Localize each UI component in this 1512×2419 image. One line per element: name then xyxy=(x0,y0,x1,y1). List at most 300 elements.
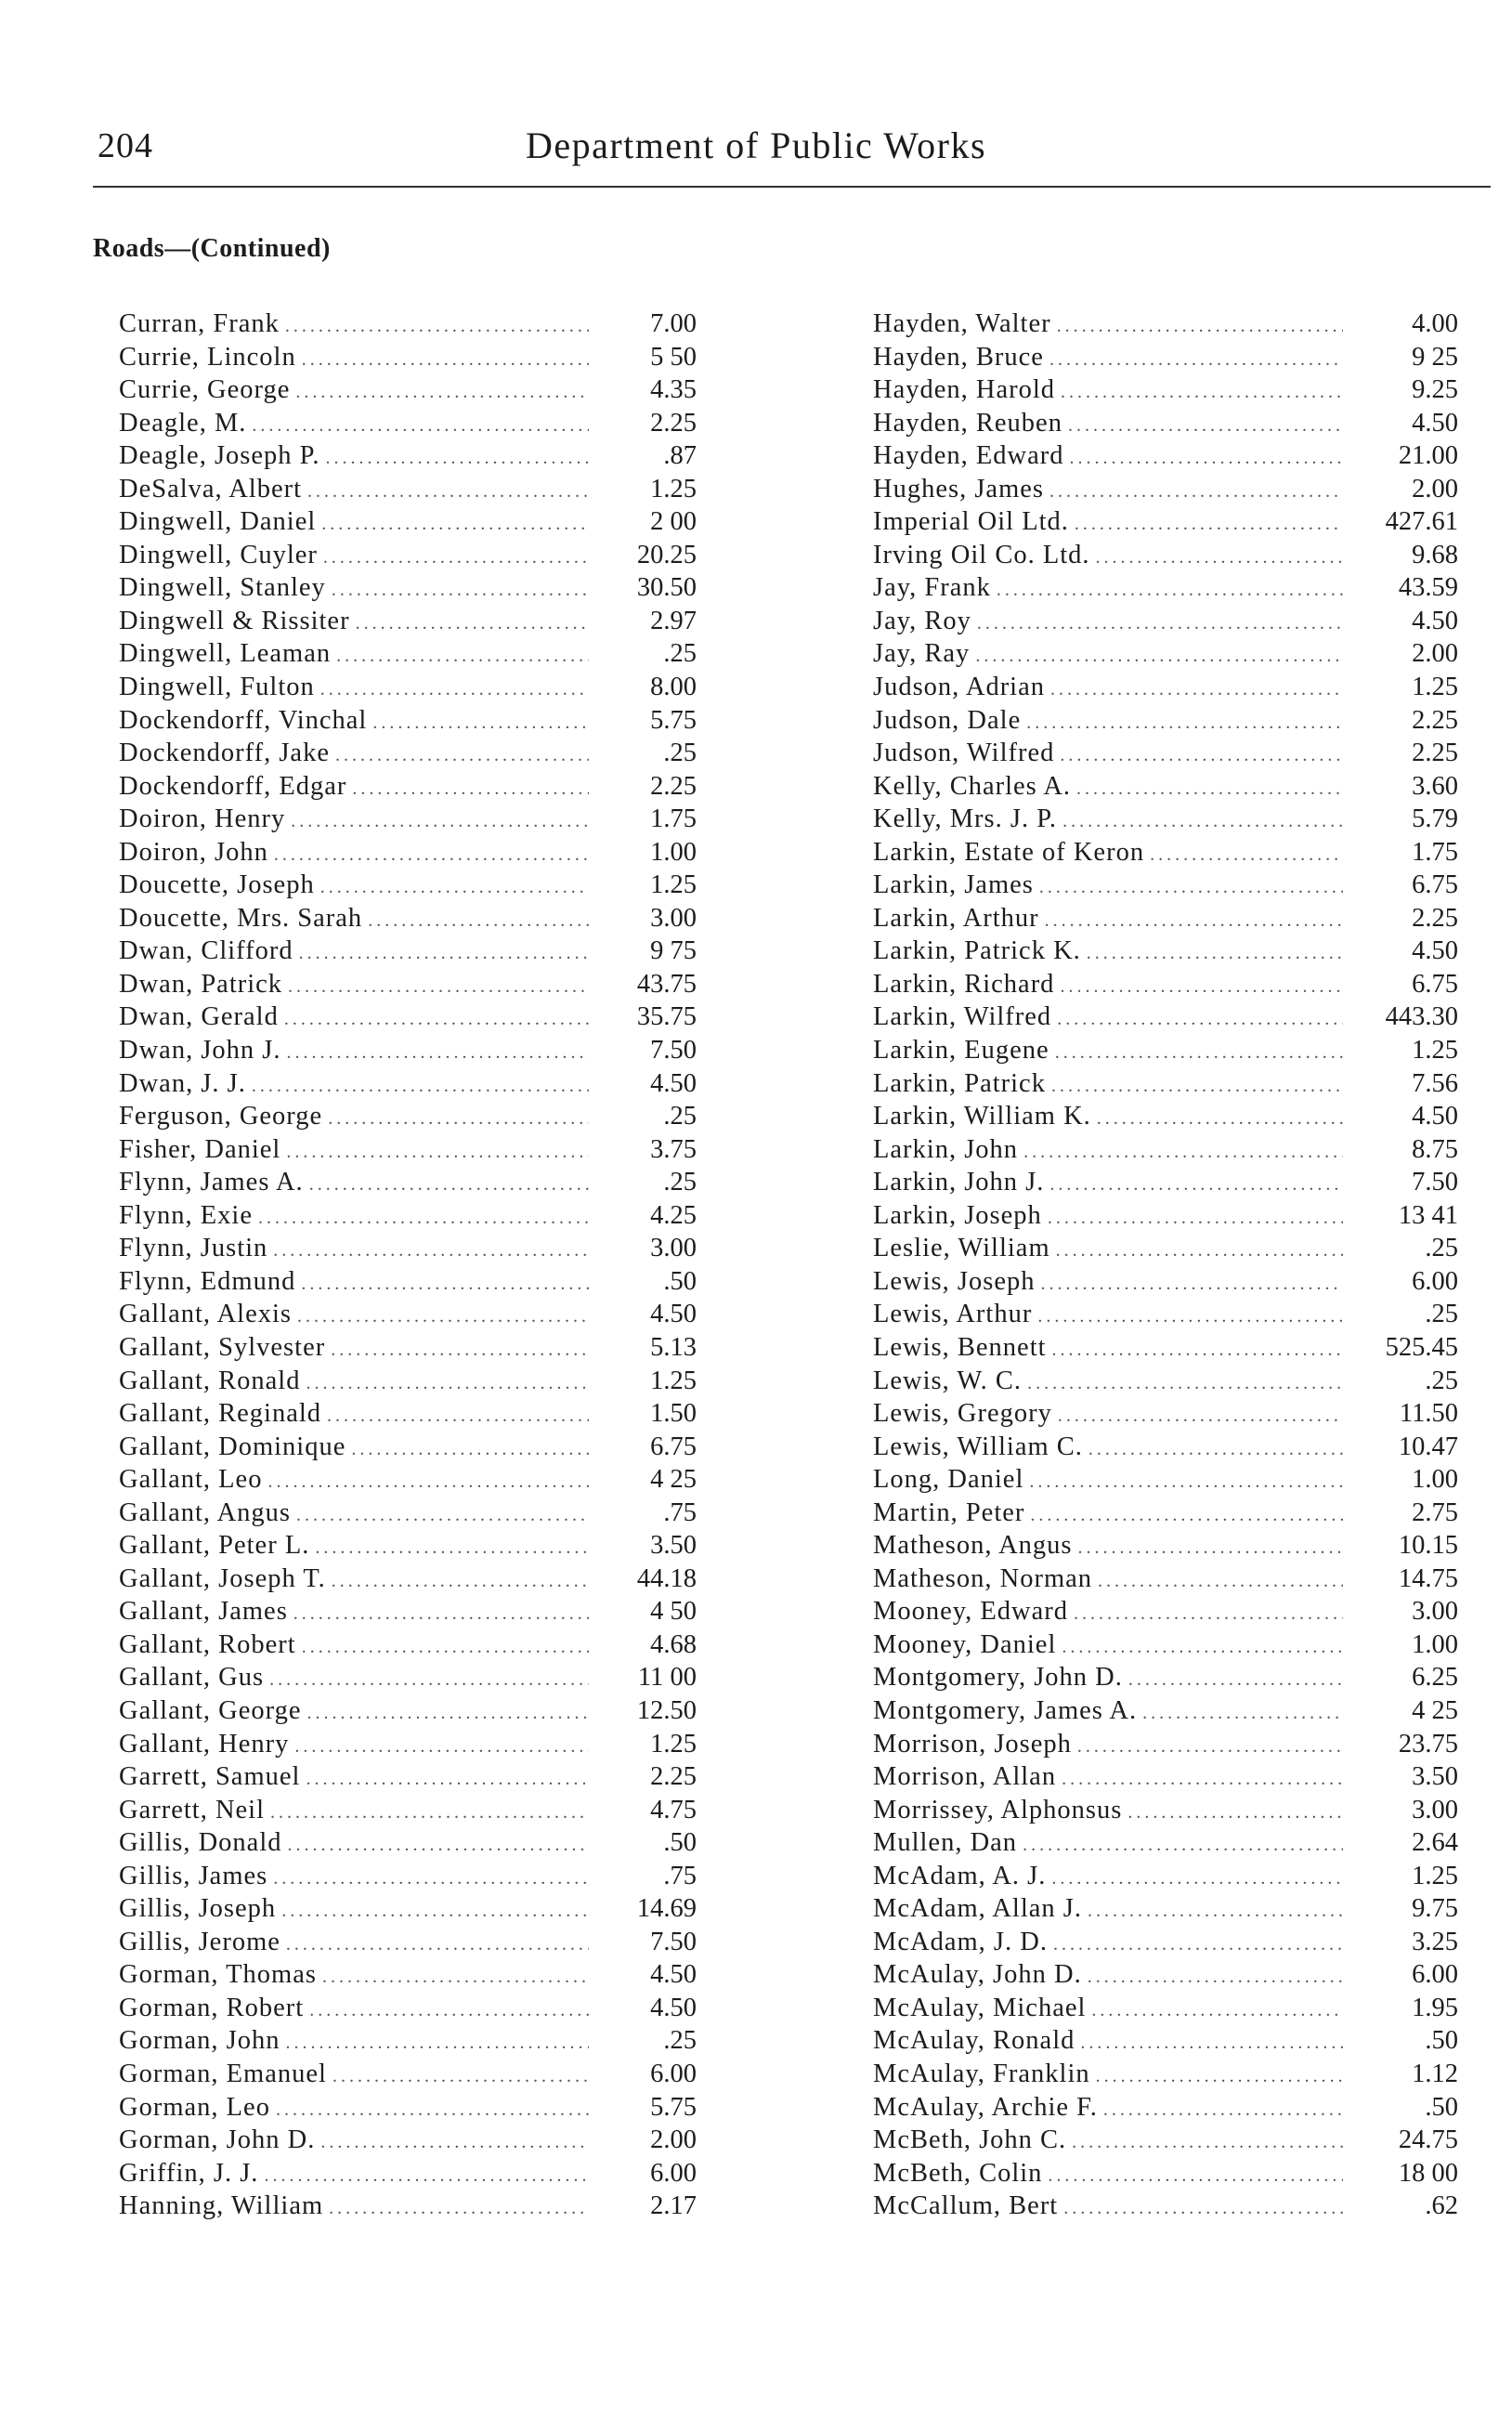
dot-leader xyxy=(1045,910,1343,932)
list-item xyxy=(119,1597,697,1630)
dot-leader xyxy=(327,1406,589,1427)
payee-name: Dingwell & Rissiter xyxy=(119,606,350,635)
payment-amount: 1.25 xyxy=(1412,1036,1458,1066)
list-item xyxy=(119,1696,697,1730)
list-item xyxy=(873,1564,1458,1598)
dot-leader xyxy=(356,613,589,634)
list-item xyxy=(873,838,1458,871)
payment-amount: 2.75 xyxy=(1412,1497,1458,1527)
list-item xyxy=(119,2059,697,2093)
list-item xyxy=(873,1730,1458,1763)
payment-amount: 7.56 xyxy=(1412,1068,1458,1098)
payment-amount: 2.00 xyxy=(1412,474,1458,503)
dot-leader xyxy=(1087,943,1343,964)
dot-leader xyxy=(252,1076,589,1097)
payee-name: Dwan, Clifford xyxy=(119,936,293,966)
payment-amount: 7.00 xyxy=(650,309,697,338)
payment-amount: 1.95 xyxy=(1412,1993,1458,2022)
list-item xyxy=(873,507,1458,541)
payee-name: Jay, Ray xyxy=(873,639,971,669)
payee-name: Leslie, William xyxy=(873,1234,1050,1263)
payee-name: Dockendorff, Edgar xyxy=(119,771,347,801)
payment-amount: 3.00 xyxy=(650,1234,697,1263)
payee-name: Doucette, Mrs. Sarah xyxy=(119,903,363,933)
payee-name: Garrett, Samuel xyxy=(119,1762,301,1792)
payment-amount: 5.75 xyxy=(650,705,697,735)
list-item xyxy=(873,673,1458,706)
list-item xyxy=(119,870,697,904)
list-item xyxy=(119,1862,697,1895)
list-item xyxy=(119,1564,697,1598)
payee-name: Larkin, Richard xyxy=(873,969,1055,999)
payment-amount: 443.30 xyxy=(1385,1002,1458,1032)
payee-name: Larkin, Estate of Keron xyxy=(873,837,1145,867)
payment-amount: 2.64 xyxy=(1412,1828,1458,1858)
payment-amount: 2.25 xyxy=(650,408,697,438)
dot-leader xyxy=(1077,1736,1343,1758)
dot-leader xyxy=(1150,844,1343,866)
payment-amount: 1.00 xyxy=(1412,1465,1458,1495)
dot-leader xyxy=(1142,1703,1343,1724)
list-item xyxy=(873,870,1458,904)
payee-name: Currie, Lincoln xyxy=(119,342,296,372)
payment-amount: 30.50 xyxy=(636,573,697,603)
section-heading: Roads—(Continued) xyxy=(93,234,331,263)
list-item xyxy=(119,2191,697,2225)
list-item xyxy=(873,1531,1458,1564)
dot-leader xyxy=(1096,547,1343,569)
payee-name: Gallant, Joseph T. xyxy=(119,1563,326,1593)
dot-leader xyxy=(295,382,589,403)
payment-amount: 10.47 xyxy=(1398,1432,1458,1461)
payment-amount: .25 xyxy=(663,639,697,669)
list-item xyxy=(119,1399,697,1432)
payment-amount: 2.00 xyxy=(1412,639,1458,669)
payment-amount: 2.97 xyxy=(650,606,697,635)
dot-leader xyxy=(1039,877,1343,898)
payment-amount: .50 xyxy=(663,1266,697,1296)
dot-leader xyxy=(281,1901,589,1922)
list-item xyxy=(119,739,697,772)
payee-name: Dingwell, Fulton xyxy=(119,673,315,702)
payee-name: Mooney, Edward xyxy=(873,1597,1069,1627)
payment-amount: 5 50 xyxy=(650,342,697,372)
dot-leader xyxy=(285,2033,589,2054)
list-item xyxy=(119,475,697,508)
dot-leader xyxy=(307,481,589,503)
payee-name: Hayden, Harold xyxy=(873,375,1056,405)
list-item xyxy=(873,343,1458,376)
payment-amount: 6.75 xyxy=(650,1432,697,1461)
payee-name: Curran, Frank xyxy=(119,309,280,338)
payment-amount: 6.00 xyxy=(650,2158,697,2188)
dot-leader xyxy=(286,1142,589,1163)
payment-amount: 13 41 xyxy=(1398,1200,1458,1230)
dot-leader xyxy=(286,1934,589,1955)
payee-name: McBeth, Colin xyxy=(873,2158,1043,2188)
payee-name: Gallant, Sylvester xyxy=(119,1332,326,1362)
dot-leader xyxy=(302,1637,589,1658)
payee-name: Larkin, Arthur xyxy=(873,903,1039,933)
list-item xyxy=(873,1069,1458,1103)
list-item xyxy=(119,1762,697,1796)
payee-name: Dwan, Patrick xyxy=(119,969,283,999)
list-item xyxy=(873,1300,1458,1333)
list-item xyxy=(119,573,697,607)
dot-leader xyxy=(1103,2099,1343,2121)
payment-amount: 1.75 xyxy=(650,804,697,834)
payee-name: Gorman, Emanuel xyxy=(119,2059,327,2088)
list-item xyxy=(873,1828,1458,1862)
dot-leader xyxy=(267,1471,589,1493)
list-item xyxy=(119,1498,697,1532)
dot-leader xyxy=(1040,1274,1343,1295)
payment-amount: 4.35 xyxy=(650,375,697,405)
dot-leader xyxy=(307,1703,590,1724)
dot-leader xyxy=(285,316,589,337)
payee-name: Dwan, Gerald xyxy=(119,1002,279,1032)
payment-amount: 4.50 xyxy=(650,1300,697,1329)
list-item xyxy=(119,1994,697,2027)
list-item xyxy=(873,2191,1458,2225)
payment-amount: 5.75 xyxy=(650,2092,697,2122)
dot-leader xyxy=(1070,448,1343,469)
dot-leader xyxy=(331,1340,589,1361)
payee-name: Dingwell, Leaman xyxy=(119,639,332,669)
payee-name: Gallant, Robert xyxy=(119,1629,296,1659)
dot-leader xyxy=(1088,1901,1343,1922)
list-item xyxy=(873,607,1458,640)
list-item xyxy=(119,1960,697,1994)
dot-leader xyxy=(1076,778,1343,800)
dot-leader xyxy=(297,1306,589,1327)
dot-leader xyxy=(1052,1340,1343,1361)
dot-leader xyxy=(1075,514,1343,535)
payment-amount: 5.79 xyxy=(1412,804,1458,834)
list-item xyxy=(119,1069,697,1103)
payee-name: Lewis, Gregory xyxy=(873,1399,1052,1429)
payee-name: Judson, Wilfred xyxy=(873,739,1055,768)
payment-amount: 4.50 xyxy=(650,1068,697,1098)
payee-name: Gorman, John D. xyxy=(119,2125,316,2155)
payee-name: Gallant, Henry xyxy=(119,1729,290,1759)
list-item xyxy=(873,2026,1458,2059)
payee-name: Fisher, Daniel xyxy=(119,1134,281,1164)
dot-leader xyxy=(1060,745,1343,766)
payee-name: Dwan, J. J. xyxy=(119,1068,246,1098)
payee-name: Lewis, William C. xyxy=(873,1432,1083,1461)
payment-amount: .62 xyxy=(1425,2191,1458,2221)
payee-name: Dingwell, Daniel xyxy=(119,507,317,537)
payee-name: Dockendorff, Jake xyxy=(119,739,330,768)
dot-leader xyxy=(1127,1802,1343,1824)
payee-name: Larkin, John J. xyxy=(873,1168,1045,1197)
dot-leader xyxy=(296,1505,589,1526)
payment-amount: 43.59 xyxy=(1398,573,1458,603)
payee-name: Dingwell, Stanley xyxy=(119,573,326,603)
dot-leader xyxy=(302,349,589,371)
payee-name: Hanning, William xyxy=(119,2191,324,2221)
list-item xyxy=(119,1663,697,1696)
dot-leader xyxy=(1058,1406,1343,1427)
payee-name: McAdam, J. D. xyxy=(873,1927,1048,1956)
list-item xyxy=(873,1267,1458,1301)
payee-name: Lewis, Arthur xyxy=(873,1300,1033,1329)
list-item xyxy=(119,1036,697,1069)
list-item xyxy=(873,2093,1458,2126)
payee-name: Hayden, Walter xyxy=(873,309,1051,338)
dot-leader xyxy=(299,943,589,964)
payee-name: Irving Oil Co. Ltd. xyxy=(873,540,1090,569)
dot-leader xyxy=(287,1042,590,1064)
list-item xyxy=(873,804,1458,838)
payee-name: Gorman, John xyxy=(119,2026,280,2056)
dot-leader xyxy=(301,1274,589,1295)
dot-leader xyxy=(332,2066,589,2087)
dot-leader xyxy=(306,1769,589,1790)
payee-name: Griffin, J. J. xyxy=(119,2158,259,2188)
payment-amount: 1.00 xyxy=(1412,1629,1458,1659)
payee-name: Hayden, Edward xyxy=(873,441,1064,471)
payee-name: Dwan, John J. xyxy=(119,1036,281,1066)
dot-leader xyxy=(1098,1571,1343,1592)
payee-name: Dingwell, Cuyler xyxy=(119,540,318,569)
payment-amount: .25 xyxy=(1425,1366,1458,1395)
payee-name: Larkin, John xyxy=(873,1134,1019,1164)
payment-amount: 6.25 xyxy=(1412,1663,1458,1693)
list-item xyxy=(873,904,1458,937)
list-item xyxy=(119,1300,697,1333)
dot-leader xyxy=(1062,1769,1343,1790)
payee-name: Gallant, Alexis xyxy=(119,1300,292,1329)
list-item xyxy=(119,936,697,970)
payment-amount: 4.50 xyxy=(650,1993,697,2022)
dot-leader xyxy=(1048,1208,1343,1229)
dot-leader xyxy=(1096,2066,1343,2087)
payee-name: Flynn, James A. xyxy=(119,1168,304,1197)
dot-leader xyxy=(351,1439,589,1460)
dot-leader xyxy=(1062,811,1343,832)
list-item xyxy=(873,1696,1458,1730)
list-item xyxy=(119,1828,697,1862)
list-item xyxy=(873,1135,1458,1169)
payee-name: Larkin, Patrick K. xyxy=(873,936,1081,966)
payee-name: Gallant, Leo xyxy=(119,1465,263,1495)
dot-leader xyxy=(320,679,589,700)
right-column xyxy=(873,309,1458,2225)
payment-amount: .25 xyxy=(1425,1234,1458,1263)
dot-leader xyxy=(269,1669,589,1691)
payment-amount: 2.25 xyxy=(650,1762,697,1792)
payment-amount: 9 25 xyxy=(1412,342,1458,372)
payee-name: Flynn, Justin xyxy=(119,1234,268,1263)
list-item xyxy=(873,1894,1458,1928)
payment-amount: 44.18 xyxy=(636,1563,697,1593)
payee-name: Kelly, Mrs. J. P. xyxy=(873,804,1058,834)
list-item xyxy=(119,343,697,376)
payment-amount: 4.68 xyxy=(650,1629,697,1659)
payment-amount: .87 xyxy=(663,441,697,471)
dot-leader xyxy=(1074,1603,1343,1625)
list-item xyxy=(119,1234,697,1267)
list-item xyxy=(119,1928,697,1961)
payment-amount: 3.50 xyxy=(650,1531,697,1561)
list-item xyxy=(873,1928,1458,1961)
payment-amount: 12.50 xyxy=(636,1695,697,1725)
list-item xyxy=(873,706,1458,739)
payee-name: Mullen, Dan xyxy=(873,1828,1018,1858)
payment-amount: 23.75 xyxy=(1398,1729,1458,1759)
payment-amount: 1.25 xyxy=(650,474,697,503)
list-item xyxy=(119,2159,697,2192)
list-item xyxy=(873,1399,1458,1432)
payee-name: McAdam, A. J. xyxy=(873,1861,1047,1890)
payee-name: Flynn, Edmund xyxy=(119,1266,296,1296)
payee-name: McAdam, Allan J. xyxy=(873,1894,1082,1924)
payee-name: Gallant, James xyxy=(119,1597,288,1627)
payment-amount: 10.15 xyxy=(1398,1531,1458,1561)
dot-leader xyxy=(1091,2000,1343,2021)
list-item xyxy=(873,375,1458,409)
list-item xyxy=(873,475,1458,508)
payment-amount: 4.50 xyxy=(1412,408,1458,438)
payee-name: Gillis, James xyxy=(119,1861,268,1890)
dot-leader xyxy=(276,2099,589,2121)
dot-leader xyxy=(288,976,589,998)
dot-leader xyxy=(288,1835,590,1856)
dot-leader xyxy=(1050,679,1343,700)
dot-leader xyxy=(1072,2132,1343,2153)
page-title: Department of Public Works xyxy=(525,124,987,166)
list-item xyxy=(873,1234,1458,1267)
list-item xyxy=(873,1465,1458,1498)
list-item xyxy=(119,1465,697,1498)
list-item xyxy=(119,1796,697,1829)
payment-amount: .50 xyxy=(663,1828,697,1858)
payment-amount: 8.00 xyxy=(650,673,697,702)
payment-amount: 2.25 xyxy=(650,771,697,801)
payment-amount: 11.50 xyxy=(1399,1399,1458,1429)
dot-leader xyxy=(252,415,589,437)
dot-leader xyxy=(1061,382,1343,403)
payment-amount: 427.61 xyxy=(1385,507,1458,537)
payee-name: Larkin, James xyxy=(873,870,1034,900)
payment-amount: .25 xyxy=(663,1102,697,1131)
payee-name: Larkin, Joseph xyxy=(873,1200,1042,1230)
payee-name: Gallant, Gus xyxy=(119,1663,265,1693)
payee-name: Martin, Peter xyxy=(873,1497,1025,1527)
list-item xyxy=(873,1498,1458,1532)
payment-amount: 2 00 xyxy=(650,507,697,537)
payment-amount: 4.50 xyxy=(1412,936,1458,966)
payment-amount: .25 xyxy=(663,739,697,768)
list-item xyxy=(119,2125,697,2159)
dot-leader xyxy=(328,1108,589,1130)
dot-leader xyxy=(258,1208,589,1229)
list-item xyxy=(119,970,697,1003)
payment-amount: 9 75 xyxy=(650,936,697,966)
list-item xyxy=(873,1994,1458,2027)
payment-amount: 9.75 xyxy=(1412,1894,1458,1924)
dot-leader xyxy=(1060,976,1343,998)
payee-name: McAulay, Michael xyxy=(873,1993,1087,2022)
payee-name: Hayden, Reuben xyxy=(873,408,1062,438)
payment-amount: 4 25 xyxy=(1412,1695,1458,1725)
dot-leader xyxy=(294,1736,589,1758)
payment-amount: 7.50 xyxy=(1412,1168,1458,1197)
list-item xyxy=(873,1663,1458,1696)
list-item xyxy=(873,739,1458,772)
payee-name: Lewis, Bennett xyxy=(873,1332,1047,1362)
payment-amount: 43.75 xyxy=(636,969,697,999)
payment-amount: 24.75 xyxy=(1398,2125,1458,2155)
payee-name: Kelly, Charles A. xyxy=(873,771,1072,801)
payee-name: Lewis, Joseph xyxy=(873,1266,1036,1296)
payment-amount: 4.50 xyxy=(1412,1102,1458,1131)
payment-amount: 6.00 xyxy=(650,2059,697,2088)
payee-name: Gallant, Angus xyxy=(119,1497,291,1527)
dot-leader xyxy=(997,580,1343,601)
payee-name: Gorman, Thomas xyxy=(119,1960,317,1990)
payment-amount: 2.25 xyxy=(1412,739,1458,768)
payment-amount: 1.25 xyxy=(650,1729,697,1759)
payment-amount: 1.25 xyxy=(650,1366,697,1395)
list-item xyxy=(119,1102,697,1135)
dot-leader xyxy=(1080,2033,1343,2054)
list-item xyxy=(119,1630,697,1664)
list-item xyxy=(119,838,697,871)
header-rule xyxy=(93,186,1491,188)
payee-name: Morrison, Allan xyxy=(873,1762,1057,1792)
payment-amount: 3.50 xyxy=(1412,1762,1458,1792)
dot-leader xyxy=(1078,1537,1344,1559)
payment-amount: .50 xyxy=(1425,2026,1458,2056)
list-item xyxy=(119,1531,697,1564)
payee-name: Long, Daniel xyxy=(873,1465,1024,1495)
payment-amount: 1.25 xyxy=(650,870,697,900)
payee-name: Mooney, Daniel xyxy=(873,1629,1057,1659)
payment-amount: 6.75 xyxy=(1412,870,1458,900)
payee-name: Montgomery, James A. xyxy=(873,1695,1138,1725)
list-item xyxy=(119,507,697,541)
payee-name: Jay, Frank xyxy=(873,573,991,603)
dot-leader xyxy=(321,514,589,535)
payment-amount: 7.50 xyxy=(650,1036,697,1066)
list-item xyxy=(873,1597,1458,1630)
payee-name: McCallum, Bert xyxy=(873,2191,1059,2221)
payee-name: Deagle, M. xyxy=(119,408,247,438)
payee-name: Gallant, George xyxy=(119,1695,302,1725)
dot-leader xyxy=(264,2165,589,2187)
dot-leader xyxy=(274,844,589,866)
list-item xyxy=(119,639,697,673)
dot-leader xyxy=(1023,1142,1343,1163)
list-item xyxy=(873,1168,1458,1201)
dot-leader xyxy=(1057,316,1343,337)
dot-leader xyxy=(329,2198,589,2219)
list-item xyxy=(119,1201,697,1235)
list-item xyxy=(873,1630,1458,1664)
payee-name: Gillis, Donald xyxy=(119,1828,282,1858)
list-item xyxy=(873,772,1458,805)
list-item xyxy=(119,309,697,343)
dot-leader xyxy=(336,646,589,667)
payment-amount: 18 00 xyxy=(1398,2158,1458,2188)
list-item xyxy=(873,936,1458,970)
list-item xyxy=(119,541,697,574)
payment-amount: 3.00 xyxy=(650,903,697,933)
payee-name: Doucette, Joseph xyxy=(119,870,315,900)
